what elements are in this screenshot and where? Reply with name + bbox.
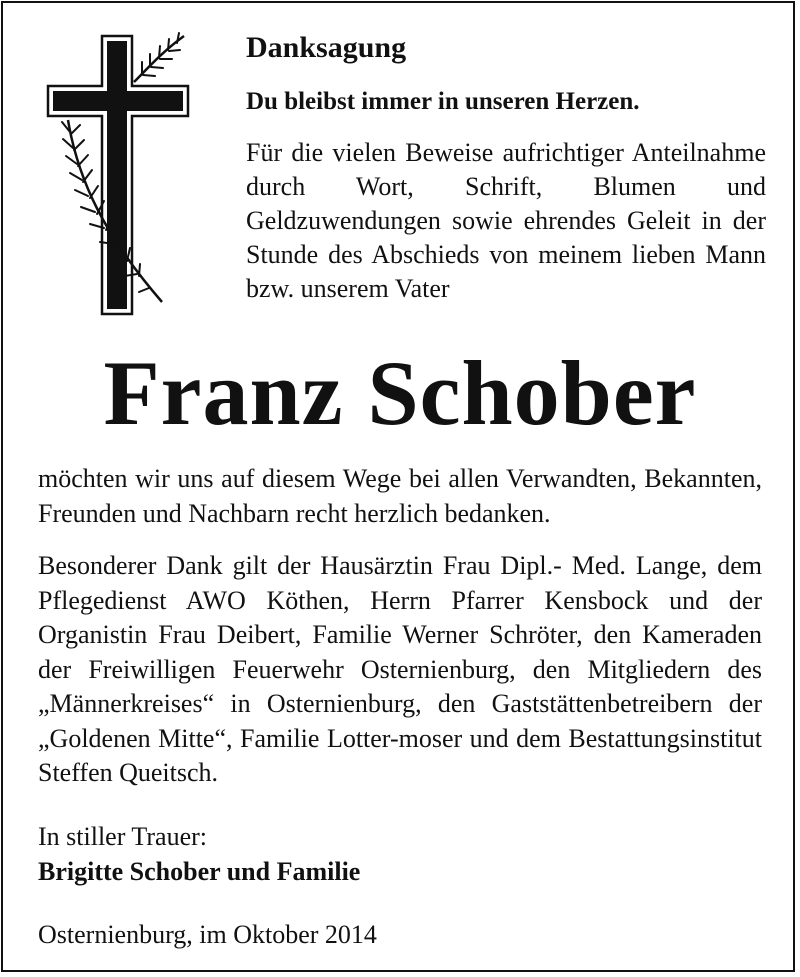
cross-with-palm-branch-icon — [44, 30, 194, 320]
notice-subheading: Du bleibst immer in unseren Herzen. — [246, 88, 640, 115]
place-and-date: Osternienburg, im Oktober 2014 — [38, 920, 377, 949]
notice-header — [246, 28, 766, 306]
closing-phrase: In stiller Trauer: — [38, 822, 207, 851]
notice-closing — [38, 820, 762, 890]
special-thanks-paragraph: Besonderer Dank gilt der Hausärztin Frau Dipl.- Med. Lange, dem Pflegedienst AWO Köthen, Herrn Pfarrer Kensbock und der Organistin Frau Deibert, Familie Werner Schröter, den Kameraden der Freiwilligen Feuerwehr Osternienburg, den Mitgliedern des „Männerkreises“ in Osternienburg, den Gaststättenbetreibern der „Goldenen Mitte“, Familie Lotter-moser und dem Bestattungsinstitut Steffen Queitsch. — [38, 551, 762, 787]
notice-body — [38, 462, 762, 791]
thanks-paragraph: möchten wir uns auf diesem Wege bei allen Verwandten, Bekannten, Freunden und Nachbarn recht herzlich bedanken. — [38, 464, 762, 528]
intro-paragraph: Für die vielen Beweise aufrichtiger Anteilnahme durch Wort, Schrift, Blumen und Geldzuwendungen sowie ehrendes Geleit in der Stunde des Abschieds von meinem lieben Mann bzw. unserem Vater — [246, 138, 766, 303]
notice-heading: Danksagung — [246, 31, 407, 64]
deceased-name: Franz Schober — [103, 342, 697, 444]
signatory: Brigitte Schober und Familie — [38, 857, 361, 886]
